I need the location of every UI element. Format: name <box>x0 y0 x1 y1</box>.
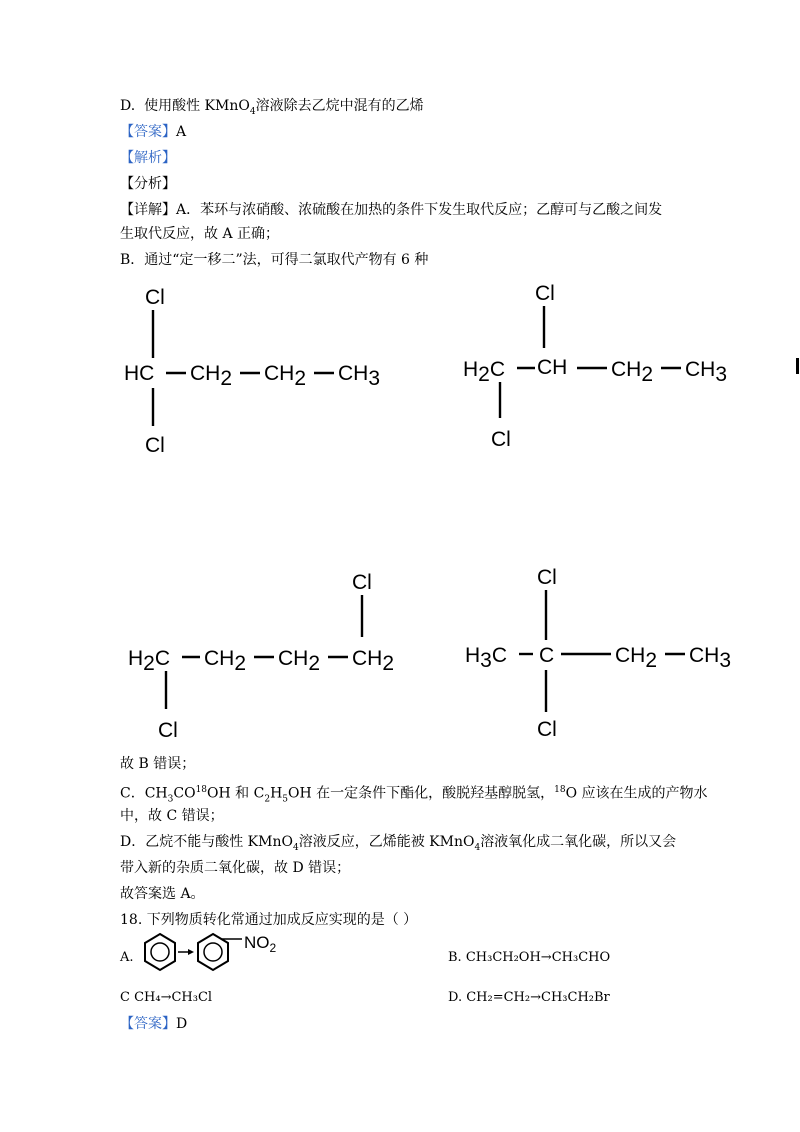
edge-mark <box>796 358 799 374</box>
c-line-2: 中，故 C 错误； <box>120 808 224 824</box>
analysis-label: 【解析】 <box>120 150 176 166</box>
fenxi-label: 【分析】 <box>120 176 176 192</box>
svg-text:CH2: CH2 <box>352 647 395 675</box>
b-wrong: 故 B 错误； <box>120 756 196 772</box>
svg-text:HC: HC <box>124 362 155 385</box>
question-18-stem: 18. 下列物质转化常通过加成反应实现的是（ ） <box>120 912 418 928</box>
q18-option-c: C CH₄→CH₃Cl <box>120 990 213 1005</box>
svg-text:Cl: Cl <box>352 571 372 594</box>
svg-text:CH: CH <box>537 356 568 379</box>
svg-text:H2C: H2C <box>128 647 171 675</box>
structure-2 <box>455 276 755 456</box>
answer-line <box>120 122 186 142</box>
q18-option-a-label: A. <box>120 950 134 965</box>
answer-label-2: 【答案】 <box>120 1016 176 1032</box>
svg-text:CH2: CH2 <box>615 644 658 672</box>
answer-label: 【答案】 <box>120 124 176 140</box>
d-line-1: D．乙烷不能与酸性 KMnO$_4$溶液反应，乙烯能被 KMnO$_4$溶液氧化成二氧化碳，所以又会 <box>120 834 677 853</box>
answer-value: A <box>176 124 187 140</box>
benzene-nitration-diagram <box>138 930 298 980</box>
detail-line-1: 【详解】A．苯环与浓硝酸、浓硫酸在加热的条件下发生取代反应；乙醇可与乙酸之间发 <box>120 202 663 218</box>
svg-text:H3C: H3C <box>465 644 508 672</box>
final-answer: 故答案选 A。 <box>120 886 205 902</box>
svg-text:NO2: $NO_2$ <box>244 933 277 955</box>
svg-text:C: C <box>539 644 555 667</box>
q18-option-d: D. CH₂=CH₂→CH₃CH₂Br <box>448 990 610 1005</box>
detail-line-2: 生取代反应，故 A 正确； <box>120 226 280 242</box>
structure-3 <box>120 565 420 745</box>
structure-1 <box>110 280 410 460</box>
svg-text:CH2: CH2 <box>278 647 321 675</box>
svg-text:Cl: Cl <box>535 282 555 305</box>
svg-text:CH3: CH3 <box>689 644 732 672</box>
svg-text:Cl: Cl <box>158 719 178 742</box>
svg-text:Cl: Cl <box>145 286 165 309</box>
svg-text:Cl: Cl <box>491 428 511 451</box>
svg-text:Cl: Cl <box>145 434 165 457</box>
svg-text:Cl: Cl <box>537 566 557 589</box>
d-line-2: 带入新的杂质二氧化碳，故 D 错误； <box>120 860 351 876</box>
detail-b-line: B．通过“定一移二”法，可得二氯取代产物有 6 种 <box>120 252 429 268</box>
svg-text:CH2: CH2 <box>190 362 233 390</box>
answer-line-2 <box>120 1014 187 1034</box>
answer-value-2: D <box>176 1016 188 1032</box>
q18-option-b: B. CH₃CH₂OH→CH₃CHO <box>448 950 611 965</box>
option-d-text: D. 使用酸性 KMnO$_4$溶液除去乙烷中混有的乙烯 <box>120 98 424 117</box>
svg-text:CH2: CH2 <box>264 362 307 390</box>
structure-4 <box>455 560 755 745</box>
svg-text:CH2: CH2 <box>204 647 247 675</box>
svg-text:CH2: CH2 <box>611 358 654 386</box>
c-line-1: C．$CH_3CO^{18}OH$ 和 $C_2H_5OH$ 在一定条件下酯化，酸脱羟基醇脱氢，$^{18}$O 应该在生成的产物水 <box>120 785 708 805</box>
svg-text:Cl: Cl <box>537 718 557 741</box>
svg-text:CH3: CH3 <box>685 358 728 386</box>
svg-text:CH3: CH3 <box>338 362 381 390</box>
svg-text:H2C: H2C <box>463 358 506 386</box>
